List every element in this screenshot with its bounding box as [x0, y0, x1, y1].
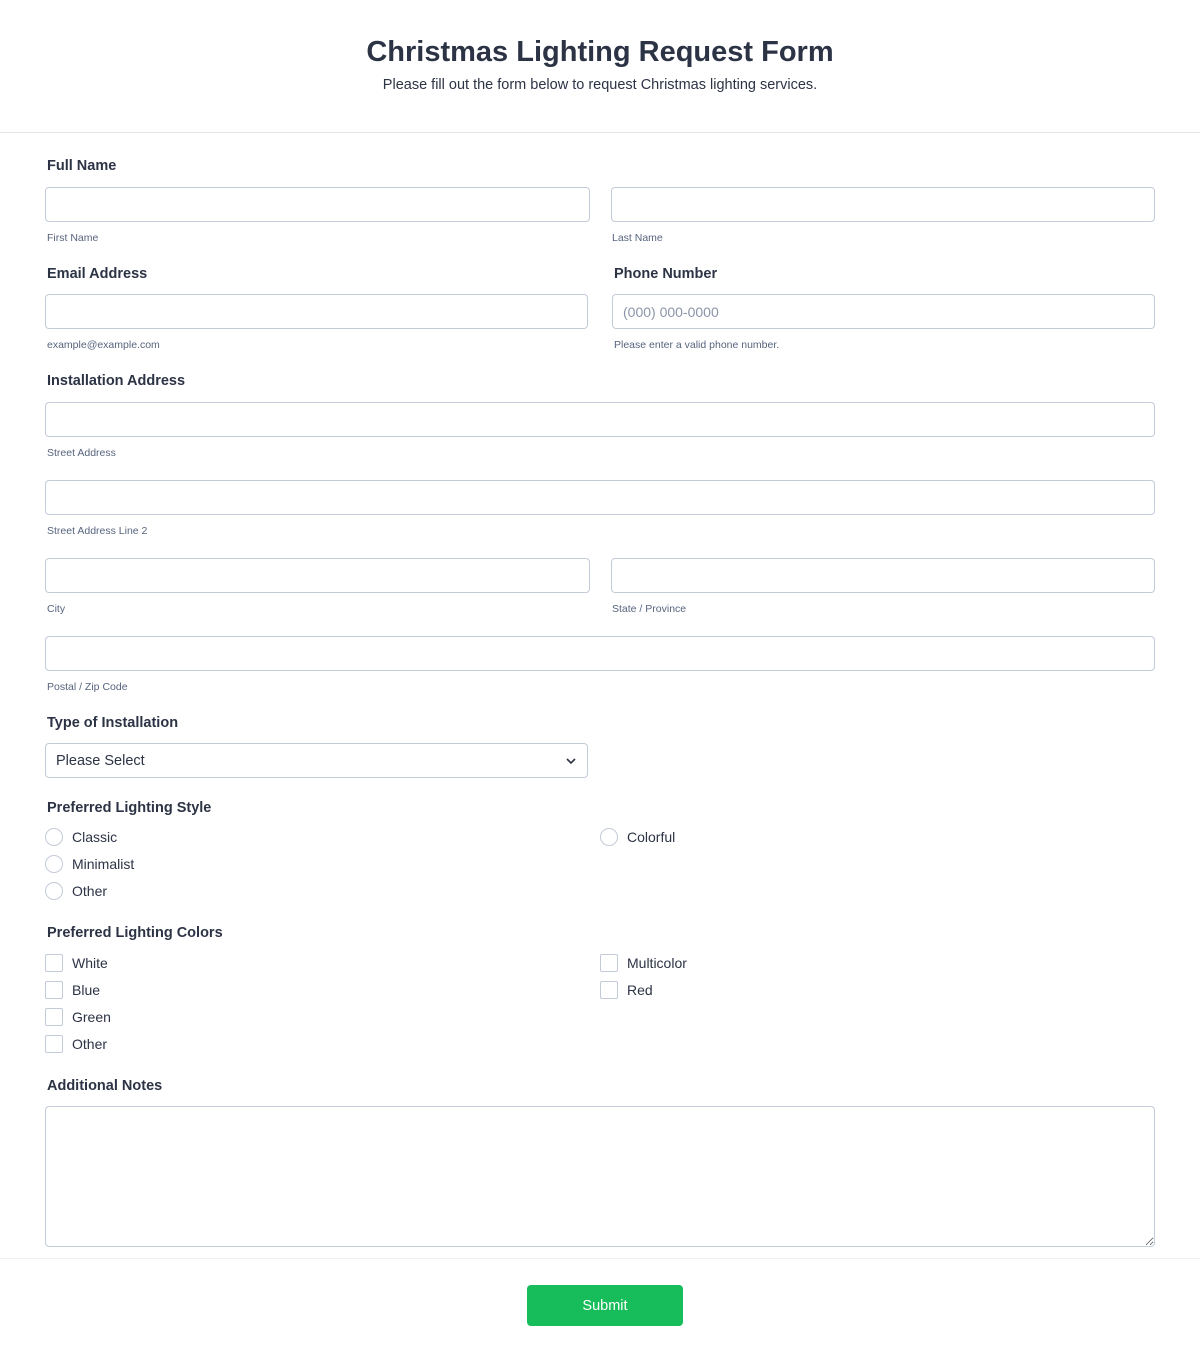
last-name-sublabel: Last Name: [612, 232, 663, 244]
address-label: Installation Address: [47, 373, 186, 389]
email-label: Email Address: [47, 266, 148, 282]
submit-button[interactable]: Submit: [527, 1285, 683, 1326]
checkbox[interactable]: [45, 981, 63, 999]
installation-type-select[interactable]: [45, 743, 588, 778]
full-name-label: Full Name: [47, 158, 117, 174]
checkbox[interactable]: [45, 1035, 63, 1053]
color-option-multicolor[interactable]: [600, 954, 687, 972]
option-label: Multicolor: [627, 955, 687, 971]
color-option-other[interactable]: [45, 1035, 107, 1053]
style-option-other[interactable]: [45, 882, 107, 900]
state-sublabel: State / Province: [612, 603, 687, 615]
lighting-colors-label: Preferred Lighting Colors: [47, 925, 223, 941]
checkbox[interactable]: [600, 954, 618, 972]
style-option-colorful[interactable]: [600, 828, 675, 846]
phone-sublabel: Please enter a valid phone number.: [614, 339, 780, 351]
email-input[interactable]: [45, 294, 588, 329]
street-address-sublabel: Street Address: [47, 447, 116, 459]
notes-label: Additional Notes: [47, 1078, 163, 1094]
radio-button[interactable]: [600, 828, 618, 846]
street-address-input[interactable]: [45, 402, 1155, 437]
state-input[interactable]: [611, 558, 1155, 593]
checkbox[interactable]: [45, 1008, 63, 1026]
option-label: Minimalist: [72, 856, 135, 872]
form-title: Christmas Lighting Request Form: [366, 36, 834, 68]
style-option-minimalist[interactable]: [45, 855, 134, 873]
chevron-down-icon: [565, 757, 577, 765]
color-option-red[interactable]: [600, 981, 653, 999]
divider: [0, 1258, 1200, 1259]
zip-input[interactable]: [45, 636, 1155, 671]
phone-label: Phone Number: [614, 266, 718, 282]
last-name-input[interactable]: [611, 187, 1155, 222]
option-label: Green: [72, 1009, 111, 1025]
option-label: Classic: [72, 829, 118, 845]
street-address-2-input[interactable]: [45, 480, 1155, 515]
option-label: White: [72, 955, 108, 971]
lighting-style-label: Preferred Lighting Style: [47, 800, 212, 816]
select-value: Please Select: [56, 752, 145, 769]
city-input[interactable]: [45, 558, 590, 593]
option-label: Colorful: [627, 829, 676, 845]
radio-button[interactable]: [45, 828, 63, 846]
first-name-sublabel: First Name: [47, 232, 99, 244]
form-subtitle: Please fill out the form below to request Christmas lighting services.: [382, 77, 818, 93]
option-label: Other: [72, 1036, 108, 1052]
first-name-input[interactable]: [45, 187, 590, 222]
option-label: Blue: [72, 982, 101, 998]
radio-button[interactable]: [45, 855, 63, 873]
style-option-classic[interactable]: [45, 828, 117, 846]
color-option-white[interactable]: [45, 954, 108, 972]
phone-input[interactable]: [612, 294, 1155, 329]
checkbox[interactable]: [45, 954, 63, 972]
color-option-blue[interactable]: [45, 981, 100, 999]
email-sublabel: example@example.com: [47, 339, 160, 351]
city-sublabel: City: [47, 603, 66, 615]
radio-button[interactable]: [45, 882, 63, 900]
zip-sublabel: Postal / Zip Code: [47, 681, 128, 693]
option-label: Red: [627, 982, 653, 998]
color-option-green[interactable]: [45, 1008, 111, 1026]
notes-textarea[interactable]: [45, 1106, 1155, 1247]
checkbox[interactable]: [600, 981, 618, 999]
option-label: Other: [72, 883, 108, 899]
street-address-2-sublabel: Street Address Line 2: [47, 525, 148, 537]
installation-type-label: Type of Installation: [47, 715, 179, 731]
